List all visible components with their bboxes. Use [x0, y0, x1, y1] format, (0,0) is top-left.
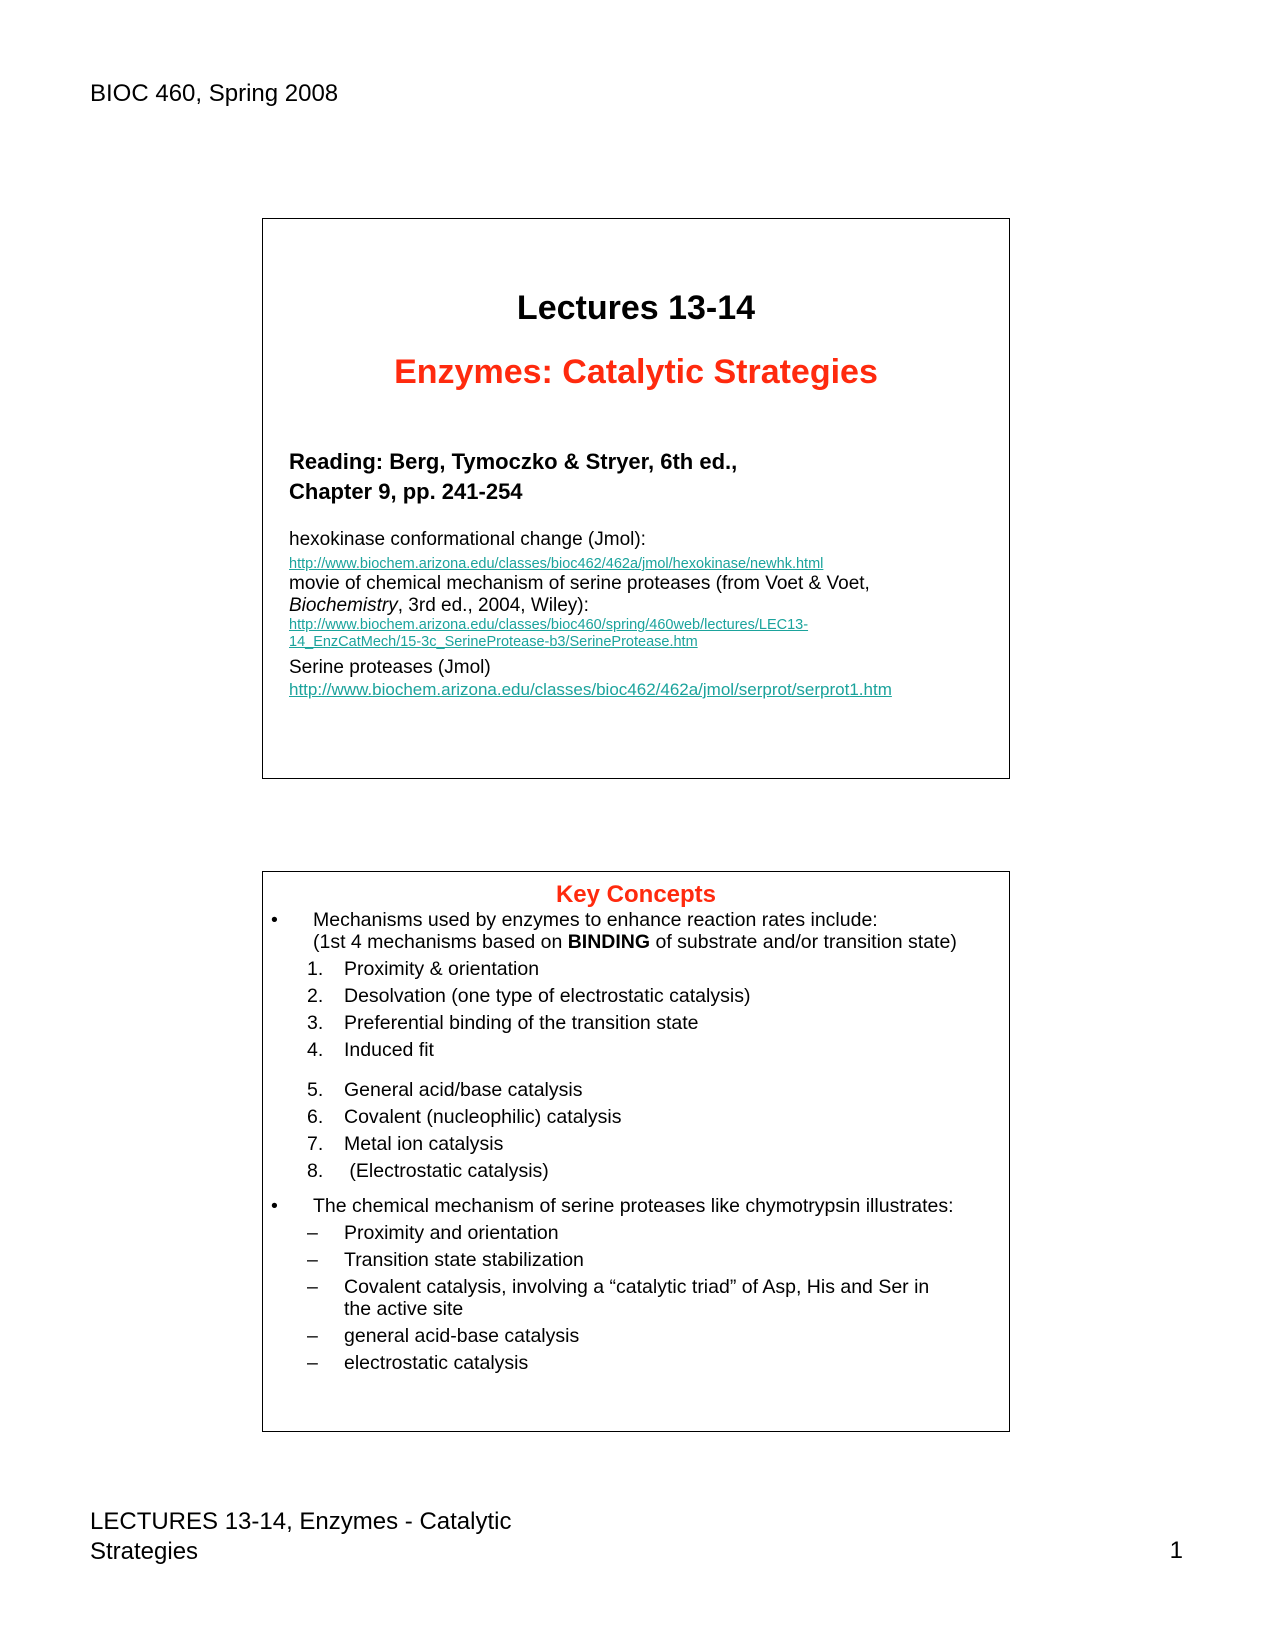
- numbered-item: 4. Induced fit: [307, 1039, 434, 1061]
- footer-title: [90, 1507, 511, 1567]
- book-title: Biochemistry: [289, 595, 398, 616]
- lecture-subtitle: Enzymes: Catalytic Strategies: [394, 353, 878, 391]
- bullet-serine-proteases: [263, 1195, 1011, 1217]
- resource-hexokinase-label: hexokinase conformational change (Jmol):: [289, 529, 646, 550]
- hexokinase-link[interactable]: http://www.biochem.arizona.edu/classes/bioc462/462a/jmol/hexokinase/newhk.html: [289, 556, 824, 572]
- bullet-serine-proteases-text: The chemical mechanism of serine proteases like chymotrypsin illustrates:: [313, 1195, 954, 1217]
- resource-movie-label-line1: movie of chemical mechanism of serine proteases (from Voet & Voet,: [289, 573, 870, 594]
- bullet-mechanisms: [263, 909, 1011, 953]
- bullet-marker: •: [271, 1195, 278, 1217]
- reading-line-2: Chapter 9, pp. 241-254: [289, 479, 523, 504]
- footer-title-line1: LECTURES 13-14, Enzymes - Catalytic: [90, 1508, 512, 1535]
- reading-assignment: [289, 447, 737, 507]
- title-slide: [262, 218, 1010, 779]
- reading-line-1: Reading: Berg, Tymoczko & Stryer, 6th ed.,: [289, 449, 738, 474]
- numbered-item: 2. Desolvation (one type of electrostatic catalysis): [307, 985, 751, 1007]
- key-concepts-title: Key Concepts: [555, 881, 717, 908]
- resource-list: [289, 529, 989, 701]
- numbered-item: 3. Preferential binding of the transition state: [307, 1012, 699, 1034]
- numbered-item: 1. Proximity & orientation: [307, 958, 540, 980]
- course-header: BIOC 460, Spring 2008: [90, 80, 339, 107]
- resource-jmol-label: Serine proteases (Jmol): [289, 657, 491, 678]
- dash-item: – general acid-base catalysis: [307, 1325, 580, 1347]
- movie-link-line1: http://www.biochem.arizona.edu/classes/bioc460/spring/460web/lectures/LEC13-: [289, 617, 809, 633]
- dash-item: – Transition state stabilization: [307, 1249, 584, 1271]
- page-number: 1: [1169, 1537, 1183, 1564]
- movie-link-line2: 14_EnzCatMech/15-3c_SerineProtease-b3/SerineProtease.htm: [289, 634, 698, 650]
- dash-item: – Proximity and orientation: [307, 1222, 559, 1244]
- serine-protease-jmol-link[interactable]: http://www.biochem.arizona.edu/classes/bioc462/462a/jmol/serprot/serprot1.htm: [289, 680, 892, 699]
- key-concepts-body: [263, 909, 1011, 1374]
- bullet-marker: •: [271, 909, 278, 931]
- dash-item: – electrostatic catalysis: [307, 1352, 529, 1374]
- numbered-item: 5. General acid/base catalysis: [307, 1079, 583, 1101]
- dash-item: – Covalent catalysis, involving a “catalytic triad” of Asp, His and Ser in the active site: [307, 1276, 930, 1320]
- resource-movie-label-line2: [289, 595, 989, 617]
- footer-title-line2: Strategies: [90, 1538, 199, 1565]
- numbered-item: 6. Covalent (nucleophilic) catalysis: [307, 1106, 622, 1128]
- lecture-title: Lectures 13-14: [516, 289, 756, 327]
- bullet-mechanisms-line1: Mechanisms used by enzymes to enhance reaction rates include:: [313, 909, 878, 931]
- numbered-item: 7. Metal ion catalysis: [307, 1133, 504, 1155]
- numbered-item: 8. (Electrostatic catalysis): [307, 1160, 549, 1182]
- key-concepts-slide: [262, 871, 1010, 1432]
- book-edition: , 3rd ed., 2004, Wiley):: [397, 595, 589, 616]
- bullet-mechanisms-line2: (1st 4 mechanisms based on BINDING of substrate and/or transition state): [313, 931, 957, 953]
- serine-protease-movie-link[interactable]: [289, 617, 989, 651]
